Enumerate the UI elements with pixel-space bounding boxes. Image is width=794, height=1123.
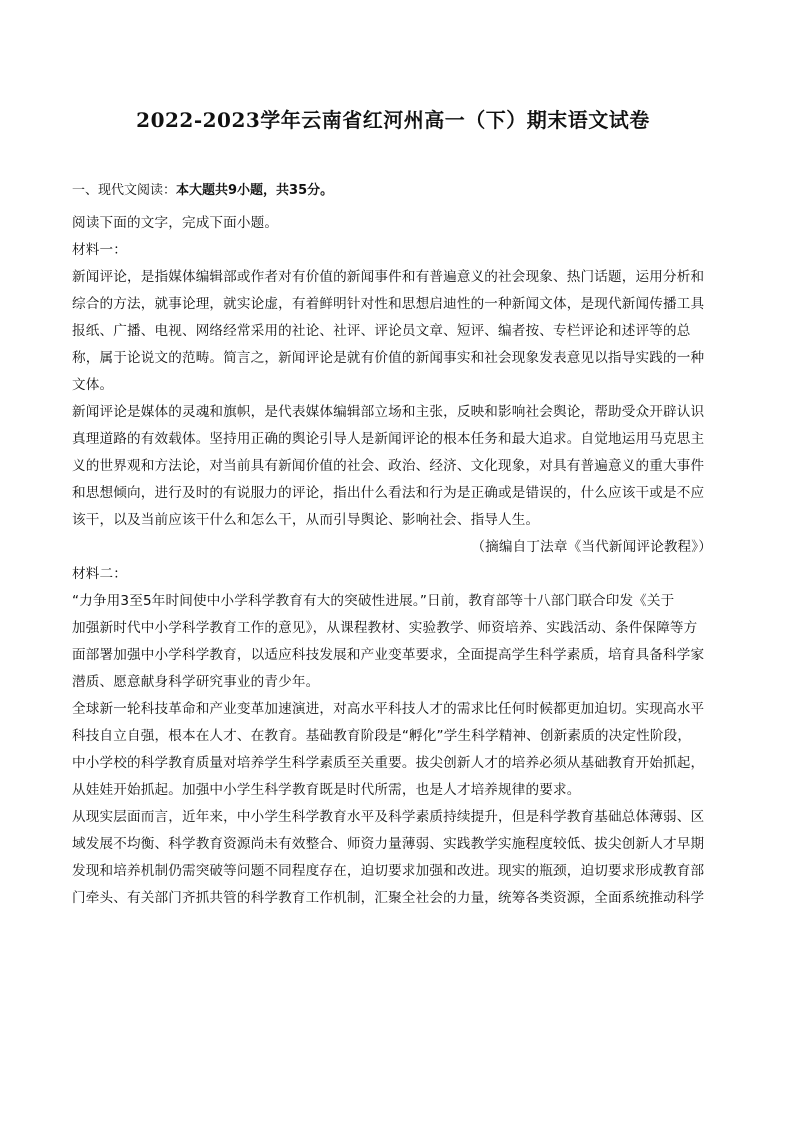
text-line: 新闻评论，是指媒体编辑部或作者对有价值的新闻事件和有普遍意义的社会现象、热门话题，运用分析和 [72, 269, 705, 285]
text-line: 阅读下面的文字，完成下面小题。 [72, 215, 279, 231]
material-label: 材料二： [72, 566, 127, 582]
text-line: 从娃娃开始抓起。加强中小学生科学教育既是时代所需，也是人才培养规律的要求。 [72, 782, 581, 798]
source-citation: （摘编自丁法章《当代新闻评论教程》） [471, 539, 712, 555]
section-heading [72, 179, 714, 202]
text-line: 面部署加强中小学科学教育，以适应科技发展和产业变革要求，全面提高学生科学素质，培育具备科学家 [72, 647, 705, 663]
passage-material-one [72, 210, 714, 561]
document-title: 2022-2023学年云南省红河州高一（下）期末语文试卷 [136, 108, 650, 132]
text-line: 科技自立自强，根本在人才、在教育。基础教育阶段是“孵化”学生科学精神、创新素质的决定性阶段， [72, 728, 692, 744]
text-line: 报纸、广播、电视、网络经常采用的社论、社评、评论员文章、短评、编者按、专栏评论和述评等的总 [72, 323, 691, 339]
section-number-label: 一、现代文阅读： [72, 183, 177, 198]
text-line: 域发展不均衡、科学教育资源尚未有效整合、师资力量薄弱、实践教学实施程度较低、拔尖创新人才早期 [72, 836, 705, 852]
material-label: 材料一： [72, 242, 127, 258]
text-line: 加强新时代中小学科学教育工作的意见》，从课程教材、实验教学、师资培养、实践活动、条件保障等方 [72, 620, 698, 636]
text-line: 文体。 [72, 377, 114, 393]
passage-material-two [72, 561, 714, 912]
text-line: 从现实层面而言，近年来，中小学生科学教育水平及科学素质持续提升，但是科学教育基础总体薄弱、区 [72, 809, 705, 825]
text-line: 全球新一轮科技革命和产业变革加速演进，对高水平科技人才的需求比任何时候都更加迫切。实现高水平 [72, 701, 705, 717]
text-line: 义的世界观和方法论，对当前具有新闻价值的社会、政治、经济、文化现象，对具有普遍意义的重大事件 [72, 458, 705, 474]
text-line: 真理道路的有效载体。坚持用正确的舆论引导人是新闻评论的根本任务和最大追求。自觉地运用马克思主 [72, 431, 705, 447]
text-line: 中小学校的科学教育质量对培养学生科学素质至关重要。拔尖创新人才的培养必须从基础教育开始抓起， [72, 755, 705, 771]
section-info: 本大题共9小题，共35分。 [176, 183, 334, 198]
text-line: 发现和培养机制仍需突破等问题不同程度存在，迫切要求加强和改进。现实的瓶颈，迫切要求形成教育部 [72, 863, 705, 879]
text-line: 和思想倾向，进行及时的有说服力的评论，指出什么看法和行为是正确或是错误的，什么应该干或是不应 [72, 485, 705, 501]
text-line: 该干，以及当前应该干什么和怎么干，从而引导舆论、影响社会、指导人生。 [72, 512, 540, 528]
text-line: 门牵头、有关部门齐抓共管的科学教育工作机制，汇聚全社会的力量，统筹各类资源，全面系统推动科学 [72, 890, 705, 906]
text-line: 新闻评论是媒体的灵魂和旗帜，是代表媒体编辑部立场和主张，反映和影响社会舆论，帮助受众开辟认识 [72, 404, 705, 420]
text-line: “力争用3至5年时间使中小学科学教育有大的突破性进展。”日前，教育部等十八部门联合印发《关于 [72, 593, 675, 609]
text-line: 综合的方法，就事论理，就实论虚，有着鲜明针对性和思想启迪性的一种新闻文体，是现代新闻传播工具 [72, 296, 705, 312]
text-line: 称，属于论说文的范畴。简言之，新闻评论是就有价值的新闻事实和社会现象发表意见以指导实践的一种 [72, 350, 705, 366]
text-line: 潜质、愿意献身科学研究事业的青少年。 [72, 674, 320, 690]
